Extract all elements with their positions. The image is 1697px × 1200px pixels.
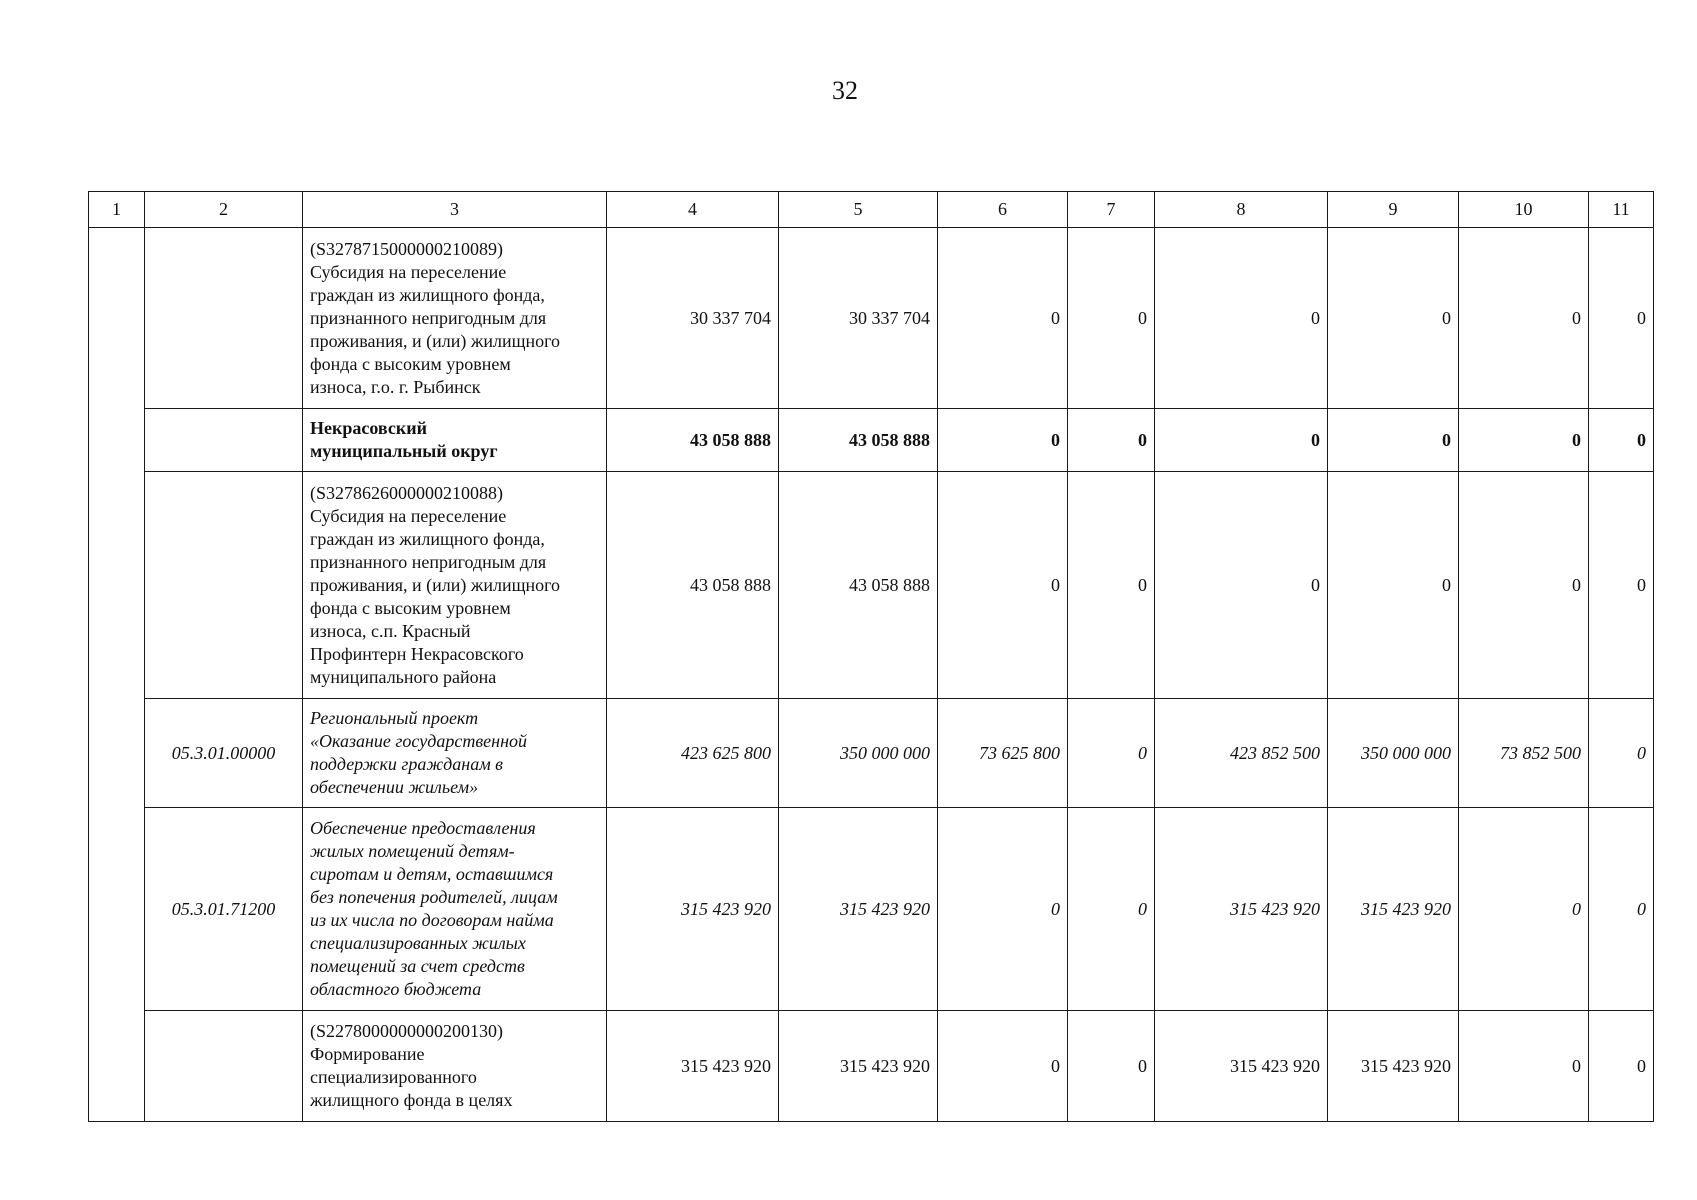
name-line: граждан из жилищного фонда,	[310, 528, 545, 549]
name-line: помещений за счет средств	[310, 956, 525, 976]
value-cell: 0	[938, 472, 1068, 699]
value-cell: 0	[1328, 228, 1459, 409]
value-cell: 0	[1068, 472, 1155, 699]
value-cell: 0	[1068, 699, 1155, 808]
name-line: Субсидия на переселение	[310, 505, 507, 526]
name-line: «Оказание государственной	[310, 731, 527, 751]
value-cell: 0	[1155, 228, 1328, 409]
value-cell: 0	[1068, 808, 1155, 1011]
value-cell: 30 337 704	[607, 228, 779, 409]
value-cell: 315 423 920	[607, 1011, 779, 1122]
value-cell: 0	[1589, 1011, 1654, 1122]
column-header: 1	[89, 192, 145, 228]
row-name	[303, 808, 607, 1011]
table-row	[89, 808, 1654, 1011]
value-cell: 0	[938, 1011, 1068, 1122]
value-cell: 0	[938, 228, 1068, 409]
value-cell: 0	[1589, 808, 1654, 1011]
value-cell: 43 058 888	[779, 409, 938, 472]
row-name	[303, 228, 607, 409]
name-line: Обеспечение предоставления	[310, 818, 536, 838]
row-code: 05.3.01.71200	[145, 808, 303, 1011]
column-header: 11	[1589, 192, 1654, 228]
table-row	[89, 1011, 1654, 1122]
name-line: без попечения родителей, лицам	[310, 887, 558, 907]
value-cell: 0	[1155, 472, 1328, 699]
value-cell: 315 423 920	[1328, 808, 1459, 1011]
value-cell: 315 423 920	[1328, 1011, 1459, 1122]
table-row	[89, 699, 1654, 808]
value-cell: 73 852 500	[1459, 699, 1589, 808]
name-line: Субсидия на переселение	[310, 261, 507, 282]
name-line: муниципальный округ	[310, 441, 498, 461]
name-line: (S3278626000000210088)	[310, 482, 503, 503]
value-cell: 0	[1068, 228, 1155, 409]
value-cell: 73 625 800	[938, 699, 1068, 808]
column-header: 3	[303, 192, 607, 228]
value-cell: 315 423 920	[1155, 1011, 1328, 1122]
table-row	[89, 228, 1654, 409]
value-cell: 0	[1155, 409, 1328, 472]
value-cell: 315 423 920	[1155, 808, 1328, 1011]
name-line: признанного непригодным для	[310, 551, 547, 572]
name-line: Формирование	[310, 1044, 425, 1064]
value-cell: 0	[1459, 1011, 1589, 1122]
column-header: 6	[938, 192, 1068, 228]
column-header: 7	[1068, 192, 1155, 228]
value-cell: 0	[1328, 409, 1459, 472]
value-cell: 0	[938, 409, 1068, 472]
name-line: обеспечении жильем»	[310, 777, 479, 797]
name-line: фонда с высоким уровнем	[310, 597, 511, 618]
column-header: 9	[1328, 192, 1459, 228]
column-header: 5	[779, 192, 938, 228]
table-header-row	[89, 192, 1654, 228]
row-name	[303, 409, 607, 472]
name-line: поддержки гражданам в	[310, 754, 503, 774]
value-cell: 30 337 704	[779, 228, 938, 409]
name-line: жилых помещений детям-	[310, 841, 515, 861]
value-cell: 0	[1459, 228, 1589, 409]
name-line: (S3278715000000210089)	[310, 238, 503, 259]
name-line: износа, с.п. Красный	[310, 620, 471, 641]
column-header: 4	[607, 192, 779, 228]
row-code	[145, 1011, 303, 1122]
name-line: специализированного	[310, 1067, 477, 1087]
page-number: 32	[832, 76, 858, 105]
name-line: проживания, и (или) жилищного	[310, 330, 561, 351]
value-cell: 315 423 920	[779, 808, 938, 1011]
value-cell: 0	[938, 808, 1068, 1011]
value-cell: 0	[1068, 409, 1155, 472]
column-header: 2	[145, 192, 303, 228]
name-line: сиротам и детям, оставшимся	[310, 864, 554, 884]
value-cell: 43 058 888	[607, 472, 779, 699]
value-cell: 0	[1068, 1011, 1155, 1122]
row-code	[145, 228, 303, 409]
value-cell: 0	[1459, 409, 1589, 472]
name-line: фонда с высоким уровнем	[310, 353, 511, 374]
value-cell: 0	[1459, 808, 1589, 1011]
table-row	[89, 409, 1654, 472]
name-line: муниципального района	[310, 666, 497, 687]
name-line: специализированных жилых	[310, 933, 526, 953]
column-header: 10	[1459, 192, 1589, 228]
row-code: 05.3.01.00000	[145, 699, 303, 808]
value-cell: 350 000 000	[779, 699, 938, 808]
name-line: износа, г.о. г. Рыбинск	[310, 376, 481, 397]
row-name	[303, 699, 607, 808]
name-line: областного бюджета	[310, 979, 482, 999]
name-line: жилищного фонда в целях	[310, 1090, 513, 1110]
row-code	[145, 409, 303, 472]
column-header: 8	[1155, 192, 1328, 228]
name-line: из их числа по договорам найма	[310, 910, 554, 930]
name-line: Некрасовский	[310, 418, 427, 438]
value-cell: 0	[1589, 472, 1654, 699]
value-cell: 0	[1328, 472, 1459, 699]
value-cell: 0	[1589, 699, 1654, 808]
name-line: (S2278000000000200130)	[310, 1021, 503, 1041]
name-line: Региональный проект	[310, 708, 479, 728]
row-name	[303, 1011, 607, 1122]
value-cell: 423 625 800	[607, 699, 779, 808]
row-code	[145, 472, 303, 699]
value-cell: 0	[1459, 472, 1589, 699]
table-row	[89, 472, 1654, 699]
value-cell: 43 058 888	[607, 409, 779, 472]
value-cell: 315 423 920	[779, 1011, 938, 1122]
name-line: признанного непригодным для	[310, 307, 547, 328]
value-cell: 350 000 000	[1328, 699, 1459, 808]
value-cell: 43 058 888	[779, 472, 938, 699]
value-cell: 0	[1589, 409, 1654, 472]
name-line: Профинтерн Некрасовского	[310, 643, 524, 664]
value-cell: 315 423 920	[607, 808, 779, 1011]
value-cell: 0	[1589, 228, 1654, 409]
row-name	[303, 472, 607, 699]
budget-table	[88, 191, 1654, 1122]
name-line: проживания, и (или) жилищного	[310, 574, 561, 595]
column-1-cell	[89, 228, 145, 1122]
name-line: граждан из жилищного фонда,	[310, 284, 545, 305]
value-cell: 423 852 500	[1155, 699, 1328, 808]
